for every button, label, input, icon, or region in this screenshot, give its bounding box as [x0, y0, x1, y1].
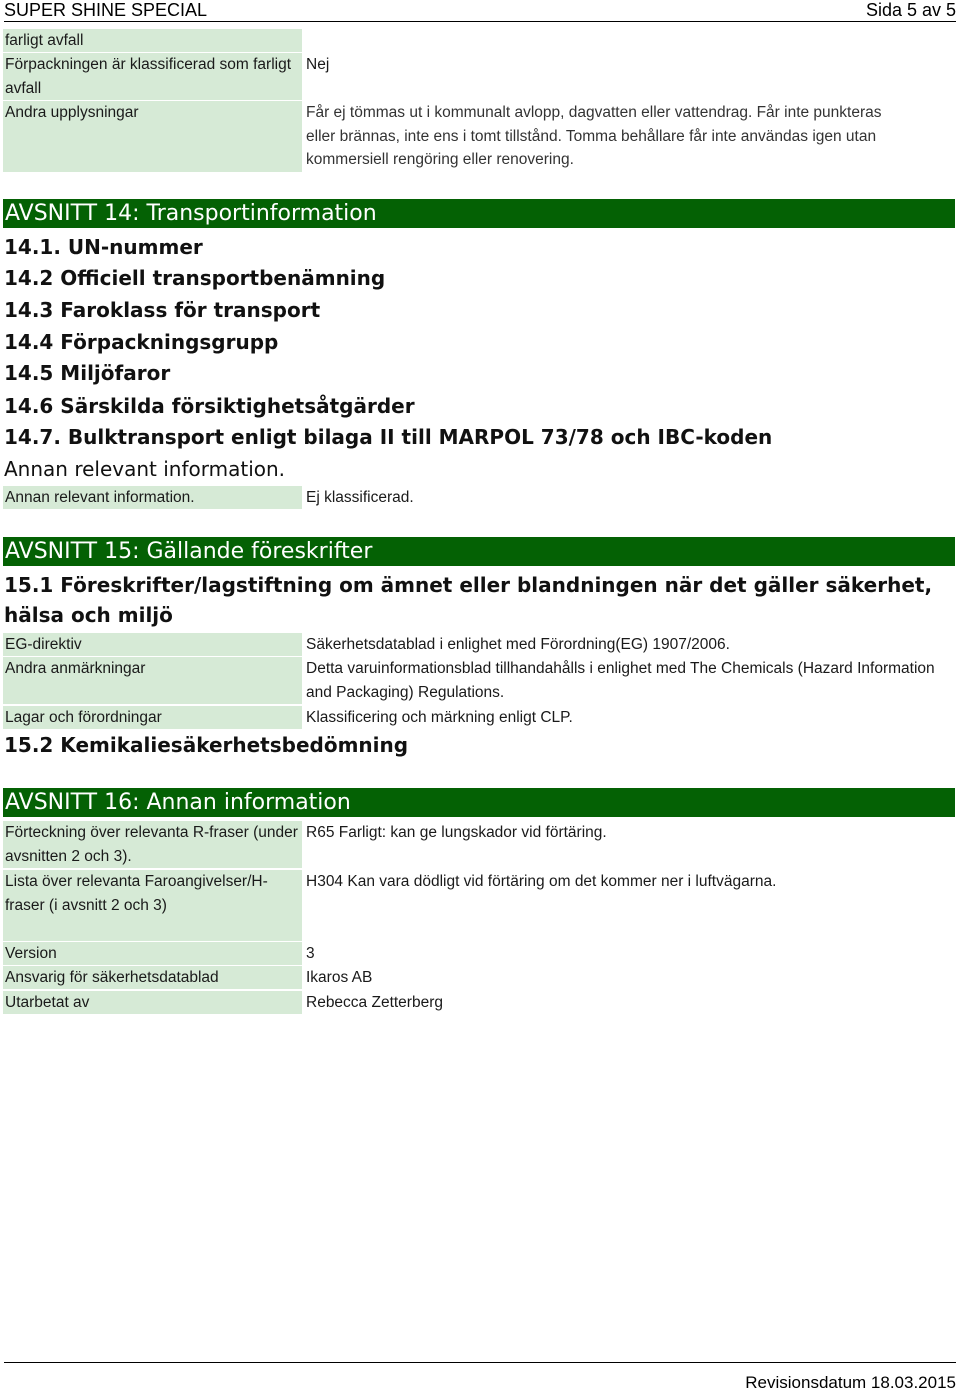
field-value-laws: Klassificering och märkning enligt CLP. — [306, 709, 573, 726]
field-label-responsible: Ansvarig för säkerhetsdatablad — [3, 966, 302, 989]
field-value-h-phrases: H304 Kan vara dödligt vid förtäring om det kommer ner i luftvägarna. — [306, 873, 777, 890]
subheading-14-3: 14.3 Faroklass för transport — [4, 298, 321, 322]
field-value-r-phrases: R65 Farligt: kan ge lungskador vid förtäring. — [306, 824, 607, 841]
subheading-14-7: 14.7. Bulktransport enligt bilaga II till MARPOL 73/78 och IBC-koden — [4, 425, 773, 449]
field-label-packaging-hazardous: Förpackningen är klassificerad som farligt avfall — [3, 53, 302, 100]
subheading-other-relevant: Annan relevant information. — [4, 457, 286, 481]
field-label-prepared-by: Utarbetat av — [3, 991, 302, 1014]
field-value-other-relevant: Ej klassificerad. — [306, 489, 414, 506]
section-15-heading: AVSNITT 15: Gällande föreskrifter — [3, 537, 955, 566]
field-label-eg-directive: EG-direktiv — [3, 633, 302, 656]
section-16-heading: AVSNITT 16: Annan information — [3, 788, 955, 817]
field-label-h-phrases: Lista över relevanta Faroangivelser/H-fraser (i avsnitt 2 och 3) — [3, 870, 302, 941]
field-value-responsible: Ikaros AB — [306, 969, 373, 986]
subheading-14-4: 14.4 Förpackningsgrupp — [4, 330, 279, 354]
field-label-other-relevant: Annan relevant information. — [3, 486, 302, 509]
field-value-packaging-hazardous: Nej — [306, 56, 330, 73]
subheading-14-5: 14.5 Miljöfaror — [4, 361, 171, 385]
field-label-r-phrases: Förteckning över relevanta R-fraser (under avsnitten 2 och 3). — [3, 821, 302, 868]
subheading-14-2: 14.2 Officiell transportbenämning — [4, 266, 386, 290]
field-value-version: 3 — [306, 945, 315, 962]
footer-divider — [4, 1362, 956, 1363]
subheading-15-2: 15.2 Kemikaliesäkerhetsbedömning — [4, 733, 409, 757]
subheading-14-6: 14.6 Särskilda försiktighetsåtgärder — [4, 394, 415, 418]
field-label-laws: Lagar och förordningar — [3, 706, 302, 729]
subheading-15-1: 15.1 Föreskrifter/lagstiftning om ämnet eller blandningen när det gäller säkerhet, hälsa och miljö — [4, 573, 933, 627]
field-label-other-info: Andra upplysningar — [3, 101, 302, 172]
field-label-version: Version — [3, 942, 302, 965]
subheading-14-1: 14.1. UN-nummer — [4, 235, 203, 259]
field-label-farligt-avfall: farligt avfall — [3, 29, 302, 52]
field-value-other-remarks: Detta varuinformationsblad tillhandahålls i enlighet med The Chemicals (Hazard Information and Packaging) Regulations. — [306, 660, 935, 701]
page-number: Sida 5 av 5 — [865, 0, 956, 20]
field-value-eg-directive: Säkerhetsdatablad i enlighet med Förordning(EG) 1907/2006. — [306, 636, 730, 653]
field-value-other-info: Får ej tömmas ut i kommunalt avlopp, dagvatten eller vattendrag. Får inte punkteras eller brännas, inte ens i tomt tillstånd. Tomma behållare får inte användas igen utan kommersiell rengöring eller renovering. — [306, 104, 882, 168]
header-divider — [4, 21, 956, 22]
field-value-prepared-by: Rebecca Zetterberg — [306, 994, 443, 1011]
document-title: SUPER SHINE SPECIAL — [4, 0, 208, 20]
revision-date: Revisionsdatum 18.03.2015 — [745, 1373, 956, 1392]
field-label-other-remarks: Andra anmärkningar — [3, 657, 302, 704]
section-14-heading: AVSNITT 14: Transportinformation — [3, 199, 955, 228]
